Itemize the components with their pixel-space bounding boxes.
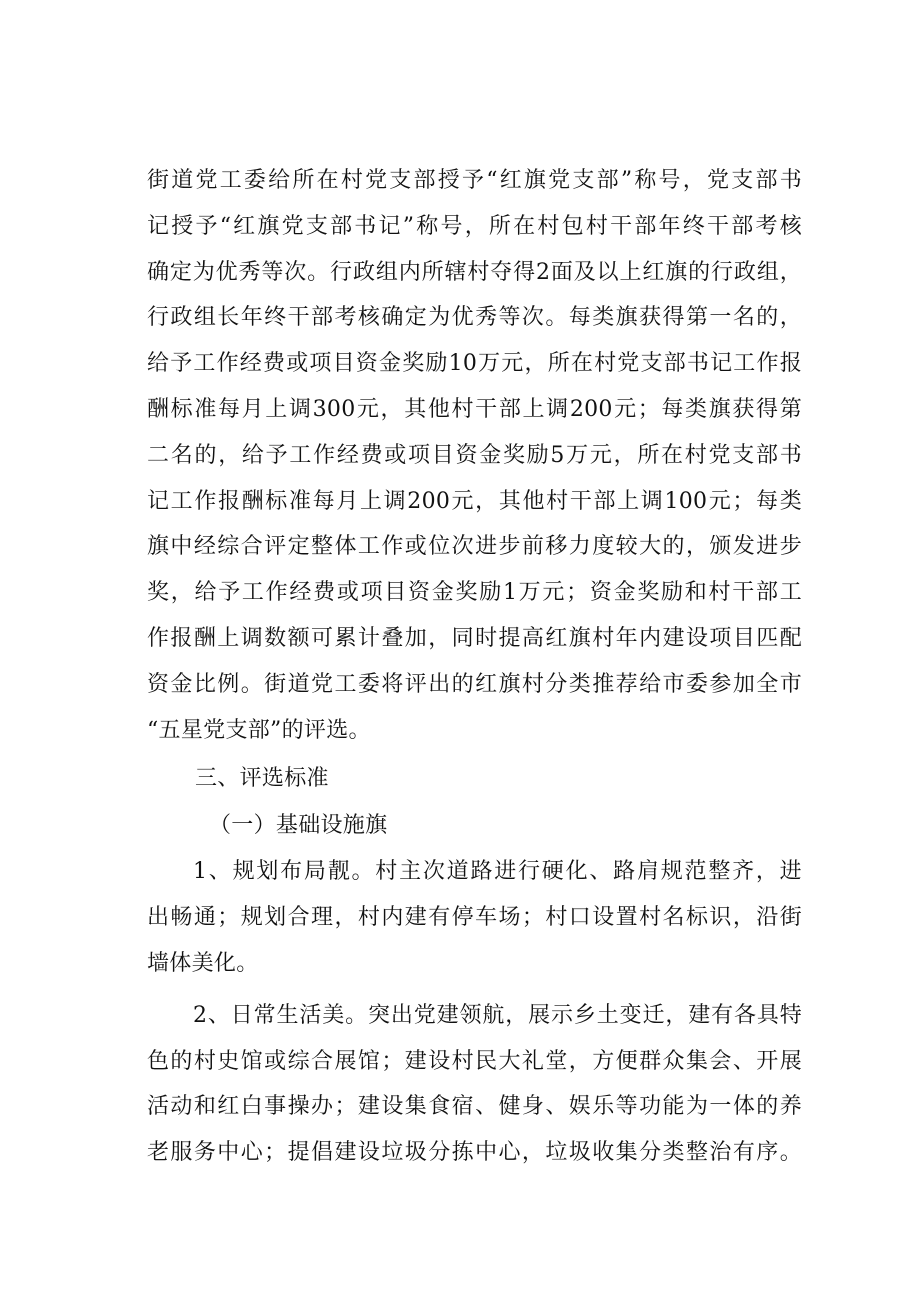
item-line: 活动和红白事操办；建设集食宿、健身、娱乐等功能为一体的养: [147, 1094, 802, 1120]
paragraph-line: 旗中经综合评定整体工作或位次进步前移力度较大的，颁发进步: [147, 534, 802, 560]
paragraph-line: 街道党工委给所在村党支部授予“红旗党支部”称号，党支部书: [147, 168, 802, 193]
paragraph-line: 给予工作经费或项目资金奖励10万元，所在村党支部书记工作报: [147, 351, 802, 377]
paragraph-line: 确定为优秀等次。行政组内所辖村夺得2面及以上红旗的行政组，: [147, 259, 802, 285]
paragraph-line: 资金比例。街道党工委将评出的红旗村分类推荐给市委参加全市: [147, 671, 802, 697]
paragraph-line: 酬标准每月上调300元，其他村干部上调200元；每类旗获得第: [147, 396, 802, 422]
paragraph-line: 奖，给予工作经费或项目资金奖励1万元；资金奖励和村干部工: [147, 580, 802, 606]
document-page: [147, 158, 802, 1176]
item-line: 墙体美化。: [147, 950, 259, 976]
item-line: 老服务中心；提倡建设垃圾分拣中心，垃圾收集分类整治有序。: [147, 1140, 802, 1166]
item-line: 2、日常生活美。突出党建领航，展示乡土变迁，建有各具特: [193, 1002, 802, 1028]
criteria-item-1: [147, 849, 802, 986]
section-heading: 三、评选标准: [195, 766, 329, 792]
paragraph-line: 二名的，给予工作经费或项目资金奖励5万元，所在村党支部书: [147, 442, 802, 468]
paragraph-line: 作报酬上调数额可累计叠加，同时提高红旗村年内建设项目匹配: [147, 625, 802, 651]
paragraph-awards: [147, 158, 802, 753]
paragraph-line: “五星党支部”的评选。: [147, 717, 371, 743]
criteria-item-2: [147, 993, 802, 1176]
subsection-heading: （一）基础设施旗: [209, 813, 388, 839]
item-line: 色的村史馆或综合展馆；建设村民大礼堂，方便群众集会、开展: [147, 1048, 802, 1074]
item-line: 出畅通；规划合理，村内建有停车场；村口设置村名标识，沿街: [147, 905, 802, 931]
paragraph-line: 行政组长年终干部考核确定为优秀等次。每类旗获得第一名的，: [147, 305, 802, 331]
paragraph-line: 记授予“红旗党支部书记”称号，所在村包村干部年终干部考核: [147, 213, 802, 239]
paragraph-line: 记工作报酬标准每月上调200元，其他村干部上调100元；每类: [147, 488, 802, 514]
item-line: 1、规划布局靓。村主次道路进行硬化、路肩规范整齐，进: [193, 859, 802, 885]
